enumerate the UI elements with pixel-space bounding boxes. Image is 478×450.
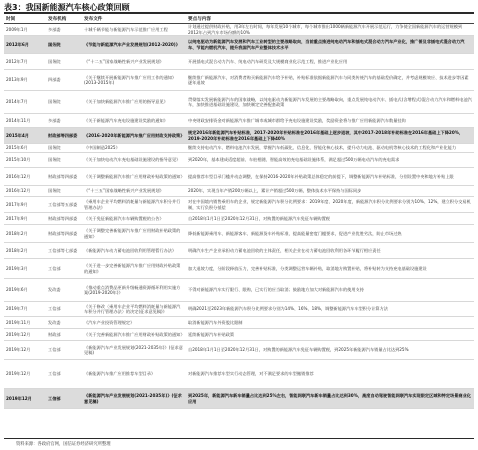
- table-row: [4, 24, 474, 36]
- cell-org: 发改委: [46, 317, 82, 329]
- table-body: [4, 24, 474, 409]
- table-row: [4, 360, 474, 389]
- cell-time: 2019年12月: [4, 341, 46, 360]
- cell-content: 自2018年1月1日至2020年12月31日，对购置的新能源汽车免征车辆购置税，到2025年新能源汽车销量占比达到25%: [186, 341, 474, 360]
- cell-time: 2015年4月: [4, 128, 46, 144]
- cell-content: 降低新能源乘用车、新能源客车、新能源货车补贴标准，提高能量密度门槛要求，促进产业优胜劣汰，防止市场过热: [186, 225, 474, 243]
- cell-doc: 《新能源汽车动力蓄电池回收利用管理暂行办法》: [82, 243, 186, 259]
- table-row: [4, 197, 474, 213]
- cell-org: 国务院: [46, 186, 82, 197]
- cell-org: 财政部等四部委: [46, 213, 82, 225]
- cell-time: 2019年7月: [4, 302, 46, 317]
- cell-time: 2019年12月: [4, 329, 46, 341]
- cell-org: 财政部: [46, 329, 82, 341]
- table-header-row: [4, 14, 474, 24]
- cell-org: 工信部: [46, 259, 82, 279]
- table-row: [4, 128, 474, 144]
- cell-doc: 《关于加快新能源汽车推广应用的指导意见》: [82, 91, 186, 114]
- source-note: 资料来源：各政府官网，国信证券经济研究所整理: [16, 442, 111, 447]
- cell-doc: 《关于进一步完善新能源汽车推广应用财政补贴政策的通知》: [82, 259, 186, 279]
- cell-org: 国务院: [46, 36, 82, 54]
- table-row: [4, 91, 474, 114]
- cell-org: 工信部: [46, 302, 82, 317]
- table-title: 表3：我国新能源汽车核心政策回顾: [4, 3, 130, 12]
- header-content: 要点与内容: [186, 14, 474, 24]
- cell-content: 明确汽车生产企业承担动力蓄电池回收的主体责任，相关企业在动力蓄电池回收利用各环节履行相应责任: [186, 243, 474, 259]
- table-row: [4, 259, 474, 279]
- cell-doc: 《2016-2020年新能源汽车推广应用财政支持政策》: [82, 128, 186, 144]
- cell-time: 2014年7月: [4, 91, 46, 114]
- cell-org: 工信部: [46, 360, 82, 389]
- table-row: [4, 54, 474, 70]
- cell-org: 国务院: [46, 91, 82, 114]
- cell-org: 多部委: [46, 114, 82, 128]
- cell-content: 到2025年，新能源汽车新车销量占比达到25%左右，智能网联汽车新车销量占比达到30%，高度自动驾驶智能网联汽车实现限定区域和特定场景商业化应用: [186, 389, 474, 409]
- cell-content: 不得对新能源汽车实行限行、限购，已实行的应当取消；鼓励地方加大对新能源汽车的使用支持: [186, 279, 474, 302]
- cell-content: 到2020年，基本建成适度超前、车桩相随、智能高效的充电基础设施体系，满足超过500万辆电动汽车的充电需求: [186, 153, 474, 168]
- cell-org: 工信部: [46, 341, 82, 360]
- cell-org: 财政部等四部委: [46, 168, 82, 186]
- cell-content: 贯彻落实发展新能源汽车的国家战略，以纯电驱动为新能源汽车发展的主要战略取向，重点发展纯电动汽车、插电式(含增程式)混合动力汽车和燃料电池汽车，加快推进基础设施建设，加快制定完善配套政策: [186, 91, 474, 114]
- cell-time: 2013年9月: [4, 70, 46, 91]
- cell-doc: 《关于加快电动汽车充电基础设施建设的指导意见》: [82, 153, 186, 168]
- cell-doc: 《新能源汽车产业发展规划(2021-2035年)》(征求意见稿): [82, 341, 186, 360]
- cell-org: 国务院: [46, 144, 82, 153]
- cell-org: 发改委: [46, 279, 82, 302]
- policy-table: [4, 14, 474, 409]
- cell-org: 财政部等四部委: [46, 128, 82, 144]
- table-row: [4, 36, 474, 54]
- cell-org: 财政部等四部委: [46, 225, 82, 243]
- cell-content: 继续推广新能源汽车，对消费者购买新能源汽车给予补贴，补贴标准依据新能源汽车与同类传统汽车的基础差价确定，并考虑规模效应、技术进步等因素逐年退坡: [186, 70, 474, 91]
- table-row: [4, 213, 474, 225]
- cell-content: 计划通过提供财政补贴，用3年左右时间，每年发展10个城市，每个城市推出1000辆新能源汽车开展示范运行，力争使全国新能源汽车的运营规模到2012年占到汽车市场份额的10%: [186, 24, 474, 36]
- cell-doc: 《新能源汽车推广应用推荐车型目录》: [82, 360, 186, 389]
- table-row: [4, 341, 474, 360]
- cell-time: 2012年6月: [4, 36, 46, 54]
- cell-doc: 《关于新能源汽车充电设施建设奖励的通知》: [82, 114, 186, 128]
- table-row: [4, 279, 474, 302]
- table-row: [4, 153, 474, 168]
- cell-org: 工信部等五部委: [46, 197, 82, 213]
- cell-time: 2019年12月: [4, 360, 46, 389]
- cell-org: 工信部等七部委: [46, 243, 82, 259]
- cell-content: 取消新能源汽车外资股比限制: [186, 317, 474, 329]
- table-row: [4, 302, 474, 317]
- cell-content: 对在中国境内销售乘用车的企业，规定新能源汽车积分比例要求：2019年度、2020年度，新能源汽车积分比例要求分别为10%、12%，建立积分交易机制，实行负积分抵偿: [186, 197, 474, 213]
- cell-doc: 《关于免征新能源汽车车辆购置税的公告》: [82, 213, 186, 225]
- cell-time: 2015年6月: [4, 144, 46, 153]
- cell-doc: 《“十三五”国家战略性新兴产业发展规划》: [82, 186, 186, 197]
- cell-doc: 《中国制造2025》: [82, 144, 186, 153]
- cell-time: 2019年6月: [4, 279, 46, 302]
- cell-time: 2018年2月: [4, 225, 46, 243]
- table-row: [4, 317, 474, 329]
- cell-time: 2017年9月: [4, 197, 46, 213]
- cell-content: 中央财政安排资金对新能源汽车推广城市或城市群给予充电设施建设奖励，奖励资金将与推广应用新能源汽车数量挂钩: [186, 114, 474, 128]
- cell-time: 2009年1月: [4, 24, 46, 36]
- cell-time: 2019年12月: [4, 389, 46, 409]
- cell-doc: 《节能与新能源汽车产业发展规划(2012-2020)》: [82, 36, 186, 54]
- cell-content: 以纯电驱动为新能源汽车发展和汽车工业转型的主要战略取向，当前重点推进纯电动汽车和插电式混合动力汽车产业化，推广普及非插电式混合动力汽车、节能内燃机汽车，提升我国汽车产业整体技术水平: [186, 36, 474, 54]
- cell-doc: 《关于调整完善新能源汽车推广应用财政补贴政策的通知》: [82, 225, 186, 243]
- cell-org: 国务院: [46, 153, 82, 168]
- cell-content: 继续支持电动汽车、燃料电池汽车发展，掌握汽车低碳化、信息化、智能化核心技术，提升动力电池、驱动电机等核心技术的工程化和产业化能力: [186, 144, 474, 153]
- table-row: [4, 144, 474, 153]
- header-time: 时间: [4, 14, 46, 24]
- cell-org: 四部委: [46, 70, 82, 91]
- table-row: [4, 329, 474, 341]
- table-row: [4, 243, 474, 259]
- cell-time: 2014年11月: [4, 114, 46, 128]
- cell-content: 规定2016年新能源汽车补贴标准，2017-2020年补贴标准在2016年基础上逐步退坡，其中2017-2018年补助标准在2016年基础上下降20%，2019-2020年补助标准在2016年基础上下降40%: [186, 128, 474, 144]
- bottom-rule: [4, 438, 474, 439]
- table-row: [4, 186, 474, 197]
- cell-time: 2016年12月: [4, 168, 46, 186]
- cell-content: 明确2021至2023年新能源汽车积分比例要求分别为14%、16%、18%，调整新能源汽车车型积分计算方法: [186, 302, 474, 317]
- cell-doc: 《汽车产业投资管理规定》: [82, 317, 186, 329]
- cell-time: 2016年12月: [4, 186, 46, 197]
- cell-doc: 《推动重点消费品更新升级畅通资源循环利用实施方案(2019-2020年)》: [82, 279, 186, 302]
- cell-doc: 《乘用车企业平均燃料消耗量与新能源汽车积分并行管理办法》: [82, 197, 186, 213]
- table-row: [4, 168, 474, 186]
- cell-content: 提高推荐车型目录门槛并动态调整，在保持2016-2020年补贴政策总体稳定的前提下，调整新能源汽车补贴标准，分别设置中央和地方补贴上限: [186, 168, 474, 186]
- cell-org: 国务院: [46, 54, 82, 70]
- cell-time: 2019年11月: [4, 317, 46, 329]
- header-doc: 发布文件: [82, 14, 186, 24]
- cell-time: 2015年10月: [4, 153, 46, 168]
- cell-doc: 《新能源汽车产业发展规划(2021-2035年)》(征求意见稿): [82, 389, 186, 409]
- cell-doc: 《关于完善新能源汽车推广应用财政补贴政策的通知》: [82, 329, 186, 341]
- cell-org: 多部委: [46, 24, 82, 36]
- cell-time: 2012年7月: [4, 54, 46, 70]
- cell-content: 加大退坡力度，分阶段释放压力，完善补贴标准，分类调整运营车辆补贴，取消地方购置补贴，将补贴转为支持充电基础设施建设: [186, 259, 474, 279]
- cell-doc: 《关于修改〈乘用车企业平均燃料消耗量与新能源汽车积分并行管理办法〉的决定(征求意见稿)》: [82, 302, 186, 317]
- cell-doc: 《“十二五”国家战略性新兴产业发展规划》: [82, 54, 186, 70]
- cell-doc: 《关于调整新能源汽车推广应用财政补贴政策的通知》: [82, 168, 186, 186]
- table-row: [4, 70, 474, 91]
- cell-content: 对新能源汽车推荐车型实行动态管理，对不满足要求的车型撤销推荐: [186, 360, 474, 389]
- cell-doc: 十城千辆节能与新能源汽车示范推广应用工程: [82, 24, 186, 36]
- cell-content: 2020年，实现当年产销200万辆以上，累计产销超过500万辆，整体技术水平保持与国际同步: [186, 186, 474, 197]
- cell-doc: 《关于继续开展新能源汽车推广应用工作的通知》(2013-2015年): [82, 70, 186, 91]
- cell-time: 2019年3月: [4, 259, 46, 279]
- table-row: [4, 389, 474, 409]
- cell-org: 工信部: [46, 389, 82, 409]
- cell-content: 开展插电式混合动力汽车、纯电动汽车研发及大规模商业化示范工程，推进产业化应用: [186, 54, 474, 70]
- cell-time: 2018年2月: [4, 243, 46, 259]
- header-org: 发布机构: [46, 14, 82, 24]
- table-row: [4, 225, 474, 243]
- cell-content: 延续新能源汽车补贴政策: [186, 329, 474, 341]
- cell-time: 2017年9月: [4, 213, 46, 225]
- cell-content: 自2018年1月1日至2020年12月31日，对购置的新能源汽车免征车辆购置税: [186, 213, 474, 225]
- table-row: [4, 114, 474, 128]
